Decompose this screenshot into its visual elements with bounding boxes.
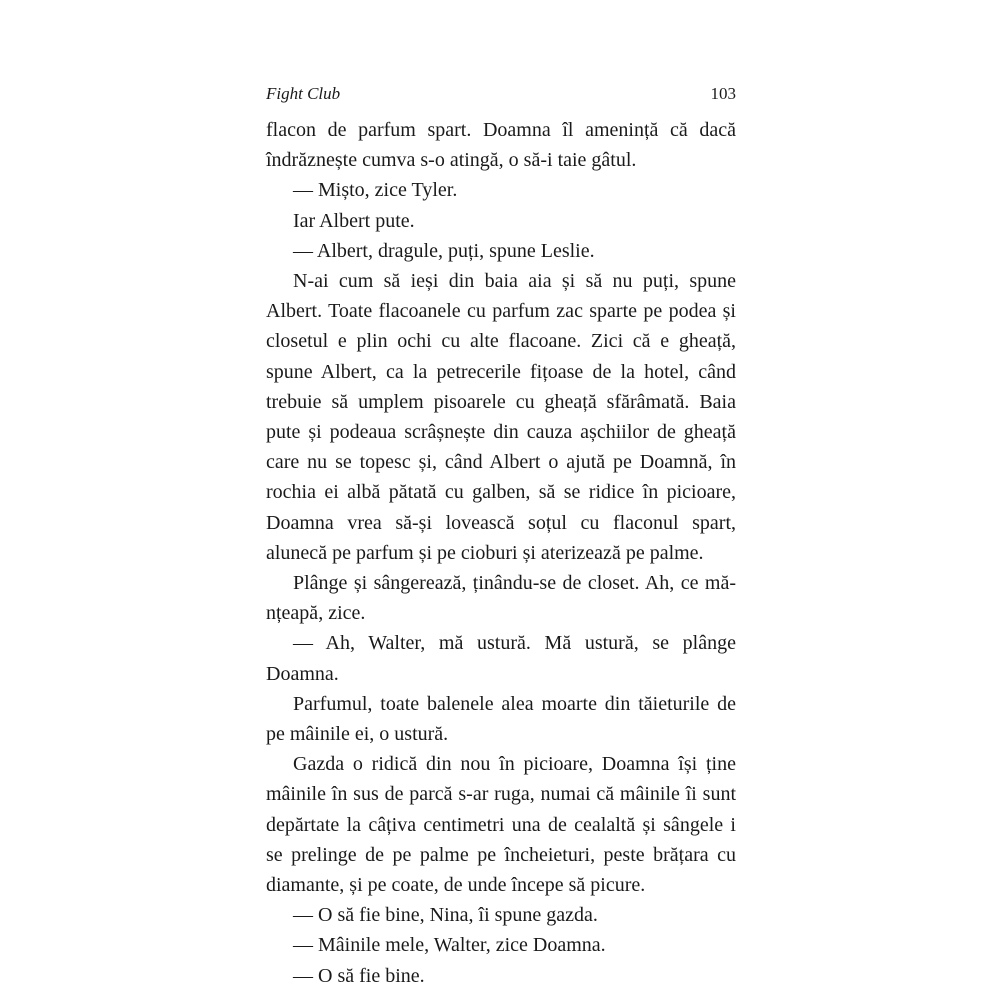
paragraph: Parfumul, toate balenele alea moarte din tăieturile de pe mâinile ei, o ustură. bbox=[266, 692, 736, 746]
dialogue-line: — Albert, dragule, puți, spune Leslie. bbox=[293, 239, 595, 262]
page-number: 103 bbox=[710, 84, 736, 103]
paragraph: Plânge și sângerează, ținându-se de closet. Ah, ce mă-nțeapă, zice. bbox=[266, 572, 736, 625]
body-text bbox=[266, 115, 736, 991]
dialogue-line: — Mișto, zice Tyler. bbox=[293, 179, 458, 202]
paragraph-continued: flacon de parfum spart. Doamna îl amenință că dacă îndrăznește cumva s-o atingă, o să-i taie gâtul. bbox=[266, 119, 736, 172]
dialogue-line: — O să fie bine. bbox=[293, 964, 425, 987]
dialogue-line: — Ah, Walter, mă ustură. Mă ustură, se plânge Doamna. bbox=[266, 632, 736, 685]
paragraph: Gazda o ridică din nou în picioare, Doamna își ține mâinile în sus de parcă s-ar ruga, numai că mâinile îi sunt depărtate la câțiva centimetri una de cealaltă și sângele i se prelinge de pe palme pe încheieturi, peste brățara cu diamante, și pe coate, de unde începe să picure. bbox=[266, 753, 736, 897]
book-title: Fight Club bbox=[266, 84, 341, 103]
dialogue-line: — Mâinile mele, Walter, zice Doamna. bbox=[293, 934, 606, 957]
paragraph: Iar Albert pute. bbox=[293, 209, 415, 232]
paragraph: N-ai cum să ieși din baia aia și să nu puți, spune Albert. Toate flacoanele cu parfum zac sparte pe podea și closetul e plin ochi cu alte flacoane. Zici că e gheață, spune Albert, ca la petrecerile fițoase de la hotel, când trebuie să umplem pisoarele cu gheață sfărâmată. Baia pute și podeaua scrâșnește din cauza așchiilor de gheață care nu se topesc și, când Albert o ajută pe Doamnă, în rochia ei albă pătată cu galben, să se ridice în picioare, Doamna vrea să-și lovească soțul cu flaconul spart, alunecă pe parfum și pe cioburi și aterizează pe palme. bbox=[266, 270, 736, 564]
running-head bbox=[266, 84, 736, 110]
dialogue-line: — O să fie bine, Nina, îi spune gazda. bbox=[293, 904, 598, 927]
